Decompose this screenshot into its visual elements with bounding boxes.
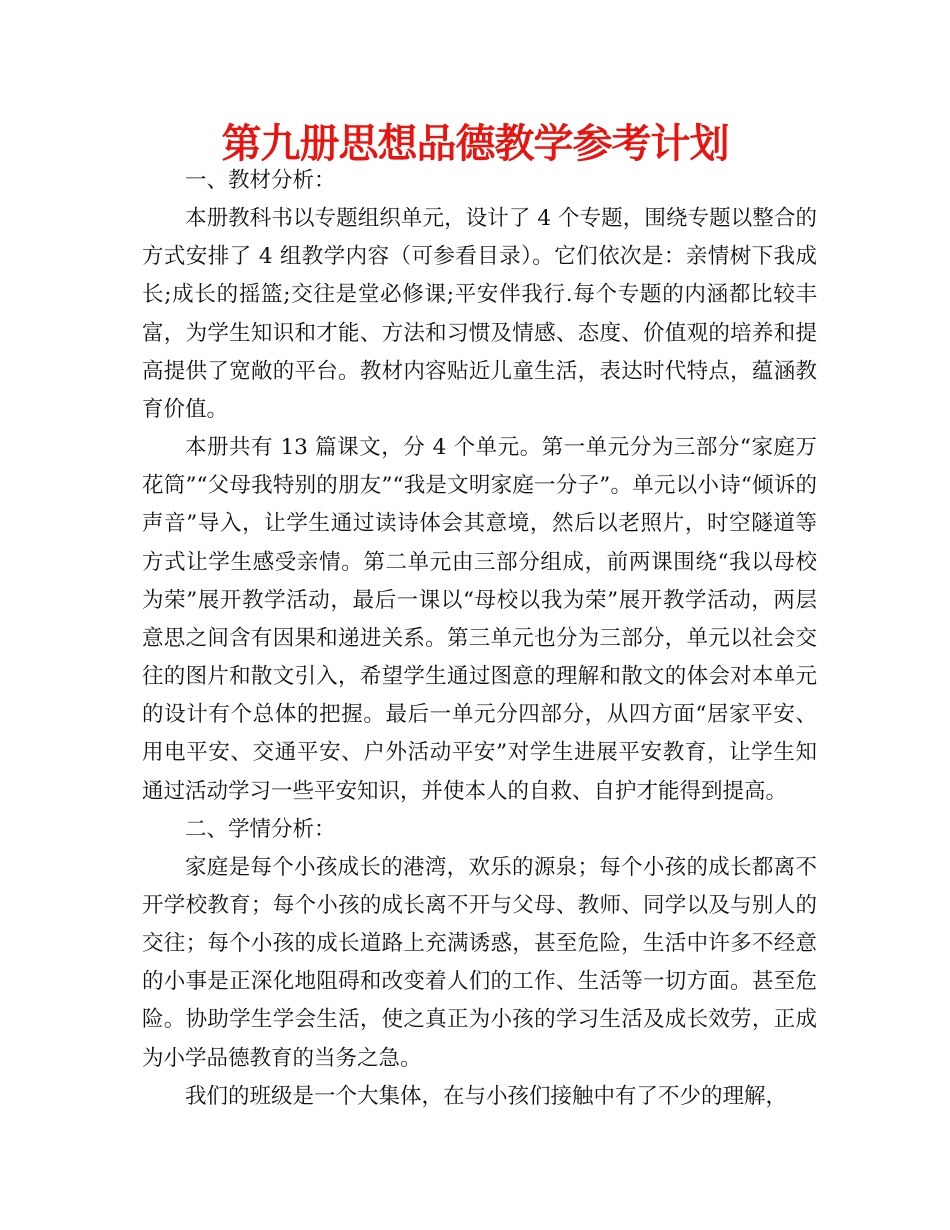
section-heading-student-analysis: 二、学情分析： bbox=[185, 816, 336, 842]
paragraph: 本册教科书以专题组织单元，设计了 4 个专题，围绕专题以整合的方式安排了 4 组教学内容（可参看目录）。它们依次是：亲情树下我成长;成长的摇篮;交往是堂必修课;平安伴我行.每个专题的内涵都比较丰富，为学生知识和才能、方法和习惯及情感、态度、价值观的培养和提高提供了宽敞的平台。教材内容贴近儿童生活，表达时代特点，蕴涵教育价值。 bbox=[142, 206, 817, 422]
paragraph: 我们的班级是一个大集体，在与小孩们接触中有了不少的理解， bbox=[185, 1083, 788, 1109]
document-title: 第九册思想品德教学参考计划 bbox=[221, 121, 729, 167]
document-body bbox=[142, 162, 817, 1116]
paragraph: 家庭是每个小孩成长的港湾，欢乐的源泉；每个小孩的成长都离不开学校教育；每个小孩的成长离不开与父母、教师、同学以及与别人的交往；每个小孩的成长道路上充满诱惑，甚至危险，生活中许多不经意的小事是正深化地阻碍和改变着人们的工作、生活等一切方面。甚至危险。协助学生学会生活，使之真正为小孩的学习生活及成长效劳，正成为小学品德教育的当务之急。 bbox=[142, 854, 817, 1071]
section-heading-textbook-analysis: 一、教材分析： bbox=[185, 168, 336, 193]
paragraph: 本册共有 13 篇课文，分 4 个单元。第一单元分为三部分“家庭万花筒”“父母我特别的朋友”“我是文明家庭一分子”。单元以小诗“倾诉的声音”导入，让学生通过读诗体会其意境，然后以老照片，时空隧道等方式让学生感受亲情。第二单元由三部分组成，前两课围绕“我以母校为荣”展开教学活动，最后一课以“母校以我为荣”展开教学活动，两层意思之间含有因果和递进关系。第三单元也分为三部分，单元以社会交往的图片和散文引入，希望学生通过图意的理解和散文的体会对本单元的设计有个总体的把握。最后一单元分四部分，从四方面“居家平安、用电平安、交通平安、户外活动平安”对学生进展平安教育，让学生知通过活动学习一些平安知识，并使本人的自救、自护才能得到提高。 bbox=[142, 435, 817, 804]
